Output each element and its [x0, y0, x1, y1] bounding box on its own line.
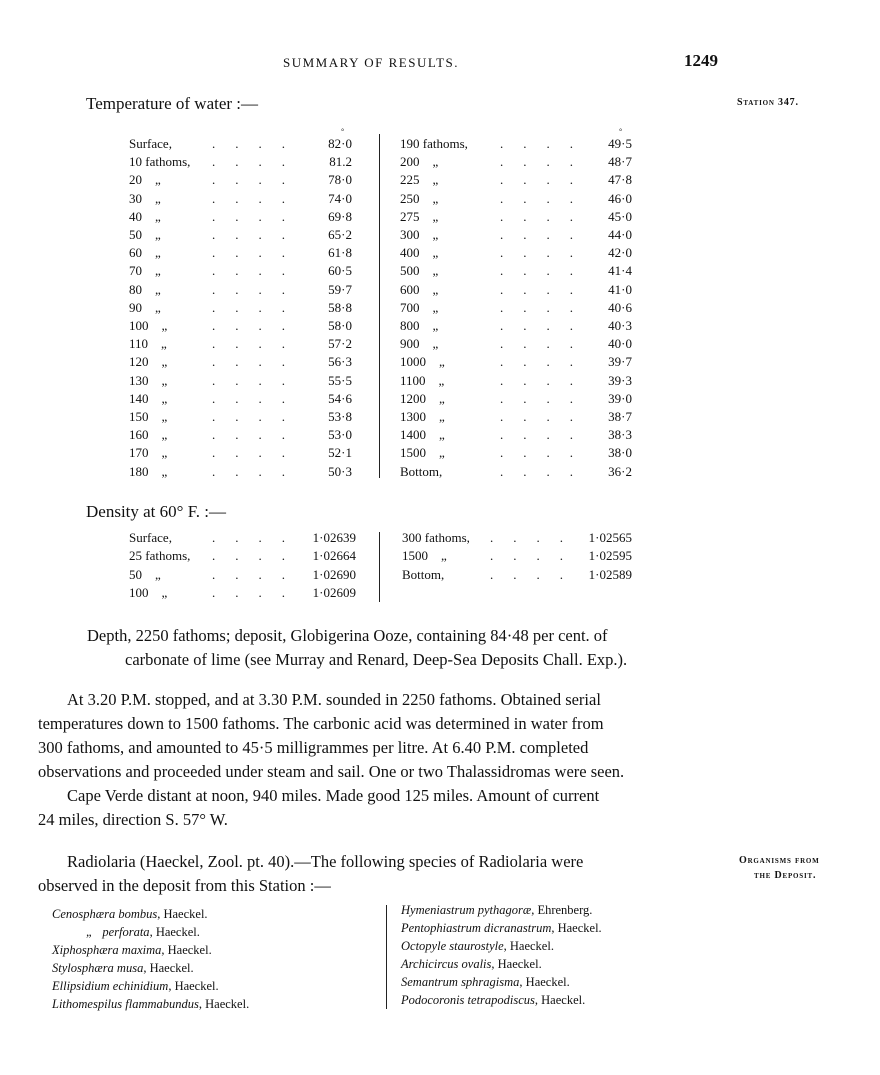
row-label: 180 „ — [129, 463, 168, 479]
leader-dots: .... — [212, 154, 305, 170]
row-label: 1500 „ — [400, 445, 445, 461]
degree-mark-right: ° — [619, 127, 623, 136]
row-value: 41·0 — [608, 281, 632, 297]
density-heading: Density at 60° F. :— — [86, 502, 227, 521]
leader-dots: .... — [212, 281, 305, 297]
row-value: 1·02664 — [312, 548, 356, 564]
row-value: 58·8 — [328, 299, 352, 315]
leader-dots: .... — [212, 336, 305, 352]
row-label: 25 fathoms, — [129, 548, 191, 564]
margin-note-deposit: the Deposit. — [754, 870, 817, 881]
radiolaria-line-2: observed in the deposit from this Station :— — [38, 876, 331, 895]
row-label: 90 „ — [129, 299, 161, 315]
margin-note-organisms: Organisms from — [739, 855, 820, 866]
species-name: Podocoronis tetrapodiscus — [401, 993, 535, 1007]
leader-dots: .... — [212, 263, 305, 279]
leader-dots: .... — [500, 227, 593, 242]
row-value: 46·0 — [608, 190, 632, 206]
row-value: 38·3 — [608, 427, 632, 443]
depth-line-2: carbonate of lime (see Murray and Renard, Deep-Sea Deposits Chall. Exp.). — [125, 650, 628, 669]
temperature-column-divider — [379, 134, 380, 478]
narrative-line-4: observations and proceeded under steam and sail. One or two Thalassidromas were seen. — [38, 762, 625, 781]
row-label: 300 „ — [400, 227, 439, 242]
row-value: 1·02595 — [588, 548, 632, 564]
row-value: 40·6 — [608, 299, 632, 315]
row-value: 40·3 — [608, 318, 632, 333]
row-label: 70 „ — [129, 263, 161, 279]
leader-dots: .... — [212, 427, 305, 443]
species-entry — [401, 903, 592, 918]
row-label: 140 „ — [129, 390, 168, 406]
row-value: 39·7 — [608, 354, 632, 370]
species-author: , Haeckel. — [198, 997, 250, 1011]
leader-dots: .... — [500, 299, 593, 315]
row-value: 39·0 — [608, 390, 632, 406]
row-label: 250 „ — [400, 190, 439, 206]
row-label: 110 „ — [129, 336, 167, 352]
leader-dots: .... — [500, 208, 593, 224]
row-label: Surface, — [129, 530, 172, 545]
leader-dots: .... — [500, 336, 593, 352]
leader-dots: .... — [212, 548, 305, 564]
leader-dots: .... — [212, 172, 305, 188]
row-value: 41·4 — [608, 263, 632, 279]
species-name: Cenosphæra bombus — [52, 907, 158, 921]
species-entry — [401, 921, 602, 936]
species-author: , Haeckel. — [157, 907, 208, 921]
leader-dots: .... — [500, 445, 593, 461]
leader-dots: .... — [500, 172, 593, 188]
leader-dots: .... — [212, 190, 305, 206]
species-entry — [401, 957, 542, 972]
leader-dots: .... — [500, 281, 593, 297]
row-value: 49·5 — [608, 136, 632, 151]
row-value: 44·0 — [608, 227, 632, 242]
leader-dots: .... — [212, 390, 305, 406]
narrative-line-3: 300 fathoms, and amounted to 45·5 milligrammes per litre. At 6.40 P.M. completed — [38, 738, 589, 757]
species-author: , Haeckel. — [503, 939, 554, 953]
density-column-divider — [379, 532, 380, 602]
row-value: 55·5 — [328, 372, 352, 388]
leader-dots: .... — [500, 354, 593, 370]
species-author: , Haeckel. — [143, 961, 194, 975]
species-name: Semantrum sphragisma — [401, 975, 520, 989]
narrative-line-2: temperatures down to 1500 fathoms. The carbonic acid was determined in water from — [38, 714, 604, 733]
leader-dots: .... — [500, 372, 593, 388]
row-value: 81.2 — [329, 154, 352, 170]
row-label: 900 „ — [400, 336, 439, 352]
species-entry — [52, 979, 219, 994]
page-number: 1249 — [684, 51, 718, 70]
row-label: 1100 „ — [400, 372, 445, 388]
row-value: 60·5 — [328, 263, 352, 279]
row-label: 225 „ — [400, 172, 439, 188]
row-label: 700 „ — [400, 299, 439, 315]
leader-dots: .... — [212, 318, 305, 333]
row-label: 300 fathoms, — [402, 530, 470, 545]
row-value: 59·7 — [328, 281, 352, 297]
row-label: Bottom, — [400, 463, 443, 479]
row-label: 50 „ — [129, 227, 161, 242]
row-value: 74·0 — [328, 190, 352, 206]
row-label: 1000 „ — [400, 354, 445, 370]
row-value: 47·8 — [608, 172, 632, 188]
species-name: Octopyle staurostyle — [401, 939, 504, 953]
leader-dots: .... — [212, 566, 305, 582]
leader-dots: .... — [500, 427, 593, 443]
species-author: , Haeckel. — [149, 925, 200, 939]
row-label: Bottom, — [402, 566, 445, 582]
row-label: 20 „ — [129, 172, 161, 188]
species-entry — [52, 943, 212, 958]
temperature-heading: Temperature of water :— — [86, 94, 259, 113]
row-value: 52·1 — [328, 445, 352, 461]
leader-dots: .... — [500, 409, 593, 424]
row-label: 150 „ — [129, 409, 168, 424]
leader-dots: .... — [490, 548, 583, 564]
species-name: „ perforata — [86, 925, 150, 939]
row-value: 1·02589 — [588, 566, 632, 582]
row-label: 100 „ — [129, 318, 168, 333]
leader-dots: .... — [500, 245, 593, 261]
row-value: 48·7 — [608, 154, 632, 170]
row-value: 38·7 — [608, 409, 632, 424]
row-value: 40·0 — [608, 336, 632, 352]
row-value: 1·02565 — [588, 530, 632, 545]
row-value: 1·02609 — [312, 584, 356, 600]
species-name: Pentophiastrum dicranastrum — [401, 921, 552, 935]
row-label: 1500 „ — [402, 548, 447, 564]
row-label: 1200 „ — [400, 390, 445, 406]
leader-dots: .... — [212, 445, 305, 461]
leader-dots: .... — [212, 208, 305, 224]
row-value: 53·0 — [328, 427, 352, 443]
row-label: 40 „ — [129, 208, 161, 224]
leader-dots: .... — [212, 136, 305, 151]
leader-dots: .... — [500, 390, 593, 406]
leader-dots: .... — [490, 566, 583, 582]
species-entry — [52, 997, 249, 1012]
row-value: 57·2 — [328, 336, 352, 352]
leader-dots: .... — [212, 584, 305, 600]
row-value: 50·3 — [328, 463, 352, 479]
row-label: 600 „ — [400, 281, 439, 297]
species-author: , Haeckel. — [491, 957, 542, 971]
row-value: 54·6 — [328, 390, 352, 406]
row-value: 36·2 — [608, 463, 632, 479]
row-value: 1·02639 — [312, 530, 356, 545]
row-value: 65·2 — [328, 227, 352, 242]
row-label: 30 „ — [129, 190, 161, 206]
row-label: 170 „ — [129, 445, 168, 461]
leader-dots: .... — [500, 154, 593, 170]
leader-dots: .... — [212, 227, 305, 242]
leader-dots: .... — [212, 354, 305, 370]
row-label: 800 „ — [400, 318, 439, 333]
row-label: 120 „ — [129, 354, 168, 370]
species-entry — [401, 993, 585, 1008]
row-label: 1400 „ — [400, 427, 445, 443]
row-label: 50 „ — [129, 566, 161, 582]
row-value: 78·0 — [328, 172, 352, 188]
row-label: 1300 „ — [400, 409, 445, 424]
row-label: 200 „ — [400, 154, 439, 170]
leader-dots: .... — [500, 263, 593, 279]
leader-dots: .... — [500, 318, 593, 333]
species-name: Archicircus ovalis — [401, 957, 492, 971]
species-entry — [52, 907, 208, 922]
row-label: 60 „ — [129, 245, 161, 261]
row-value: 58·0 — [328, 318, 352, 333]
row-value: 42·0 — [608, 245, 632, 261]
row-label: 190 fathoms, — [400, 136, 468, 151]
row-value: 82·0 — [328, 136, 352, 151]
species-name: Stylosphæra musa — [52, 961, 144, 975]
row-value: 38·0 — [608, 445, 632, 461]
leader-dots: .... — [212, 372, 305, 388]
narrative-line-6: 24 miles, direction S. 57° W. — [38, 810, 228, 829]
row-value: 39·3 — [608, 372, 632, 388]
row-value: 1·02690 — [312, 566, 356, 582]
leader-dots: .... — [500, 136, 593, 151]
running-header-title: SUMMARY OF RESULTS. — [283, 55, 460, 70]
species-author: , Haeckel. — [534, 993, 586, 1007]
species-name: Hymeniastrum pythagoræ — [401, 903, 532, 917]
species-entry — [401, 939, 554, 954]
species-author: , Ehrenberg. — [531, 903, 593, 917]
leader-dots: .... — [500, 463, 593, 479]
row-label: 10 fathoms, — [129, 154, 191, 170]
radiolaria-line-1: Radiolaria (Haeckel, Zool. pt. 40).—The following species of Radiolaria were — [67, 852, 584, 871]
species-column-divider — [386, 905, 387, 1009]
row-label: 160 „ — [129, 427, 168, 443]
leader-dots: .... — [212, 463, 305, 479]
leader-dots: .... — [212, 530, 305, 545]
species-author: , Haeckel. — [551, 921, 602, 935]
row-label: Surface, — [129, 136, 172, 151]
row-value: 61·8 — [328, 245, 352, 261]
species-entry — [401, 975, 570, 990]
leader-dots: .... — [212, 409, 305, 424]
depth-line-1: Depth, 2250 fathoms; deposit, Globigerina Ooze, containing 84·48 per cent. of — [87, 626, 608, 645]
species-entry — [52, 961, 194, 976]
row-label: 100 „ — [129, 584, 168, 600]
row-value: 45·0 — [608, 208, 632, 224]
row-value: 69·8 — [328, 208, 352, 224]
species-name: Ellipsidium echinidium — [52, 979, 169, 993]
degree-mark-left: ° — [341, 127, 345, 136]
row-label: 80 „ — [129, 281, 161, 297]
species-name: Lithomespilus flammabundus — [52, 997, 199, 1011]
species-author: , Haeckel. — [168, 979, 219, 993]
row-label: 275 „ — [400, 208, 439, 224]
leader-dots: .... — [490, 530, 583, 545]
narrative-line-1: At 3.20 P.M. stopped, and at 3.30 P.M. sounded in 2250 fathoms. Obtained serial — [67, 690, 601, 709]
leader-dots: .... — [212, 299, 305, 315]
row-value: 56·3 — [328, 354, 352, 370]
species-author: , Haeckel. — [519, 975, 570, 989]
station-label: Station 347. — [737, 97, 799, 108]
species-entry — [86, 925, 200, 940]
leader-dots: .... — [212, 245, 305, 261]
leader-dots: .... — [500, 190, 593, 206]
species-author: , Haeckel. — [161, 943, 212, 957]
row-value: 53·8 — [328, 409, 352, 424]
row-label: 500 „ — [400, 263, 439, 279]
row-label: 130 „ — [129, 372, 168, 388]
narrative-line-5: Cape Verde distant at noon, 940 miles. Made good 125 miles. Amount of current — [67, 786, 600, 805]
row-label: 400 „ — [400, 245, 439, 261]
species-name: Xiphosphæra maxima — [52, 943, 162, 957]
